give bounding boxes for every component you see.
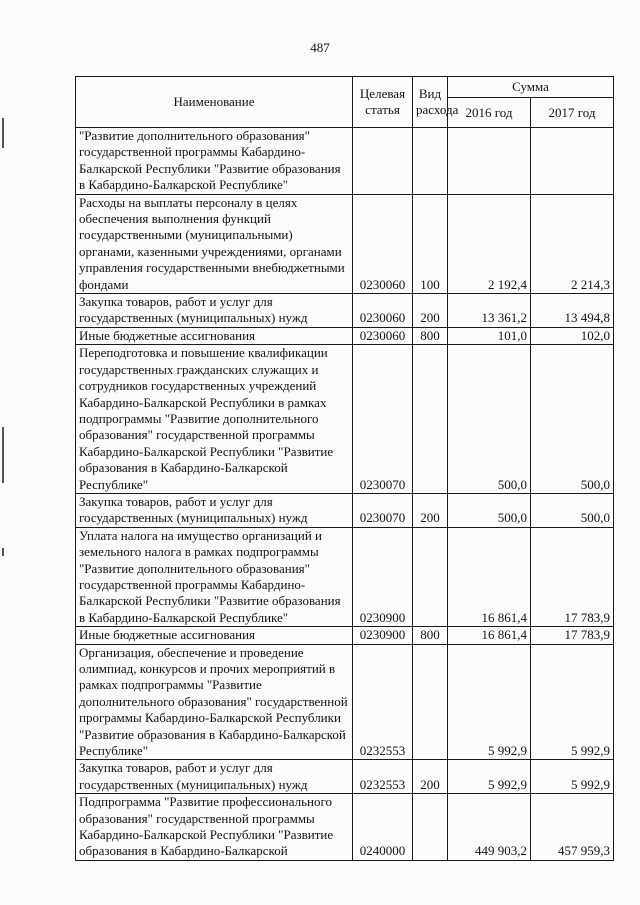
row-name: Иные бюджетные ассигнования (76, 627, 353, 644)
row-sum-2017: 17 783,9 (531, 527, 614, 626)
row-name: Подпрограмма "Развитие профессионального образования" государственной программы Кабардино-Балкарской Республики "Развитие образования в Кабардино-Балкарской (76, 794, 353, 861)
table-row (76, 345, 614, 494)
row-name: Уплата налога на имущество организаций и земельного налога в рамках подпрограммы "Развитие дополнительного образования" государственной программы Кабардино-Балкарской Республики "Развитие образования в Кабардино-Балкарской Республике" (76, 527, 353, 626)
row-expense-kind: 100 (413, 194, 448, 293)
row-sum-2016: 101,0 (448, 327, 531, 344)
row-target-code: 0230060 (353, 327, 413, 344)
row-expense-kind: 800 (413, 327, 448, 344)
row-target-code: 0230060 (353, 194, 413, 293)
table-row (76, 644, 614, 760)
row-target-code: 0230060 (353, 294, 413, 328)
row-target-code: 0232553 (353, 644, 413, 760)
row-sum-2017: 5 992,9 (531, 760, 614, 794)
row-name: Закупка товаров, работ и услуг для государственных (муниципальных) нужд (76, 493, 353, 527)
row-sum-2017: 17 783,9 (531, 627, 614, 644)
row-target-code: 0232553 (353, 760, 413, 794)
table-row (76, 527, 614, 626)
row-target-code: 0230900 (353, 527, 413, 626)
row-expense-kind: 200 (413, 493, 448, 527)
row-expense-kind (413, 128, 448, 195)
table-row (76, 327, 614, 344)
row-expense-kind: 800 (413, 627, 448, 644)
row-target-code: 0230070 (353, 345, 413, 494)
margin-mark (2, 118, 4, 148)
table-row (76, 493, 614, 527)
header-year-2016: 2016 год (448, 98, 531, 128)
row-sum-2016: 5 992,9 (448, 644, 531, 760)
table-row (76, 760, 614, 794)
row-sum-2017: 500,0 (531, 345, 614, 494)
header-target-article: Целевая статья (353, 77, 413, 128)
header-sum: Сумма (448, 77, 614, 98)
row-expense-kind (413, 345, 448, 494)
row-sum-2017: 102,0 (531, 327, 614, 344)
row-sum-2016: 500,0 (448, 493, 531, 527)
row-name: Закупка товаров, работ и услуг для государственных (муниципальных) нужд (76, 294, 353, 328)
row-expense-kind (413, 644, 448, 760)
row-sum-2016: 16 861,4 (448, 527, 531, 626)
table-row (76, 194, 614, 293)
row-sum-2017: 500,0 (531, 493, 614, 527)
row-sum-2016: 13 361,2 (448, 294, 531, 328)
row-target-code: 0230900 (353, 627, 413, 644)
row-sum-2016: 449 903,2 (448, 794, 531, 861)
table-body (76, 128, 614, 861)
row-name: Переподготовка и повышение квалификации государственных гражданских служащих и сотрудников государственных учреждений Кабардино-Балкарской Республики в рамках подпрограммы "Развитие дополнительного образования" государственной программы Кабардино-Балкарской Республики "Развитие образования в Кабардино-Балкарской Республике" (76, 345, 353, 494)
row-sum-2017: 5 992,9 (531, 644, 614, 760)
row-name: Расходы на выплаты персоналу в целях обеспечения выполнения функций государственными (муниципальными) органами, казенными учреждениями, органами управления государственными внебюджетными фондами (76, 194, 353, 293)
row-name: Организация, обеспечение и проведение олимпиад, конкурсов и прочих мероприятий в рамках подпрограммы "Развитие дополнительного образования" государственной программы Кабардино-Балкарской Республики "Развитие образования в Кабардино-Балкарской Республике" (76, 644, 353, 760)
table-row (76, 294, 614, 328)
row-sum-2016: 16 861,4 (448, 627, 531, 644)
row-target-code: 0230070 (353, 493, 413, 527)
header-expense-kind: Вид расхода (413, 77, 448, 128)
page-number: 487 (310, 40, 330, 55)
row-name: "Развитие дополнительного образования" государственной программы Кабардино-Балкарской Республики "Развитие образования в Кабардино-Балкарской Республике" (76, 128, 353, 195)
row-sum-2016: 5 992,9 (448, 760, 531, 794)
row-sum-2016 (448, 128, 531, 195)
row-sum-2016: 500,0 (448, 345, 531, 494)
header-name: Наименование (76, 77, 353, 128)
row-expense-kind (413, 527, 448, 626)
row-sum-2017: 457 959,3 (531, 794, 614, 861)
row-name: Закупка товаров, работ и услуг для государственных (муниципальных) нужд (76, 760, 353, 794)
margin-mark (2, 427, 4, 483)
budget-table (75, 76, 614, 861)
table-row (76, 794, 614, 861)
row-expense-kind: 200 (413, 760, 448, 794)
row-sum-2017 (531, 128, 614, 195)
table-row (76, 128, 614, 195)
header-year-2017: 2017 год (531, 98, 614, 128)
row-sum-2017: 2 214,3 (531, 194, 614, 293)
row-expense-kind (413, 794, 448, 861)
margin-mark (2, 548, 4, 556)
row-expense-kind: 200 (413, 294, 448, 328)
row-sum-2016: 2 192,4 (448, 194, 531, 293)
row-target-code: 0240000 (353, 794, 413, 861)
row-sum-2017: 13 494,8 (531, 294, 614, 328)
table-row (76, 627, 614, 644)
row-name: Иные бюджетные ассигнования (76, 327, 353, 344)
row-target-code (353, 128, 413, 195)
